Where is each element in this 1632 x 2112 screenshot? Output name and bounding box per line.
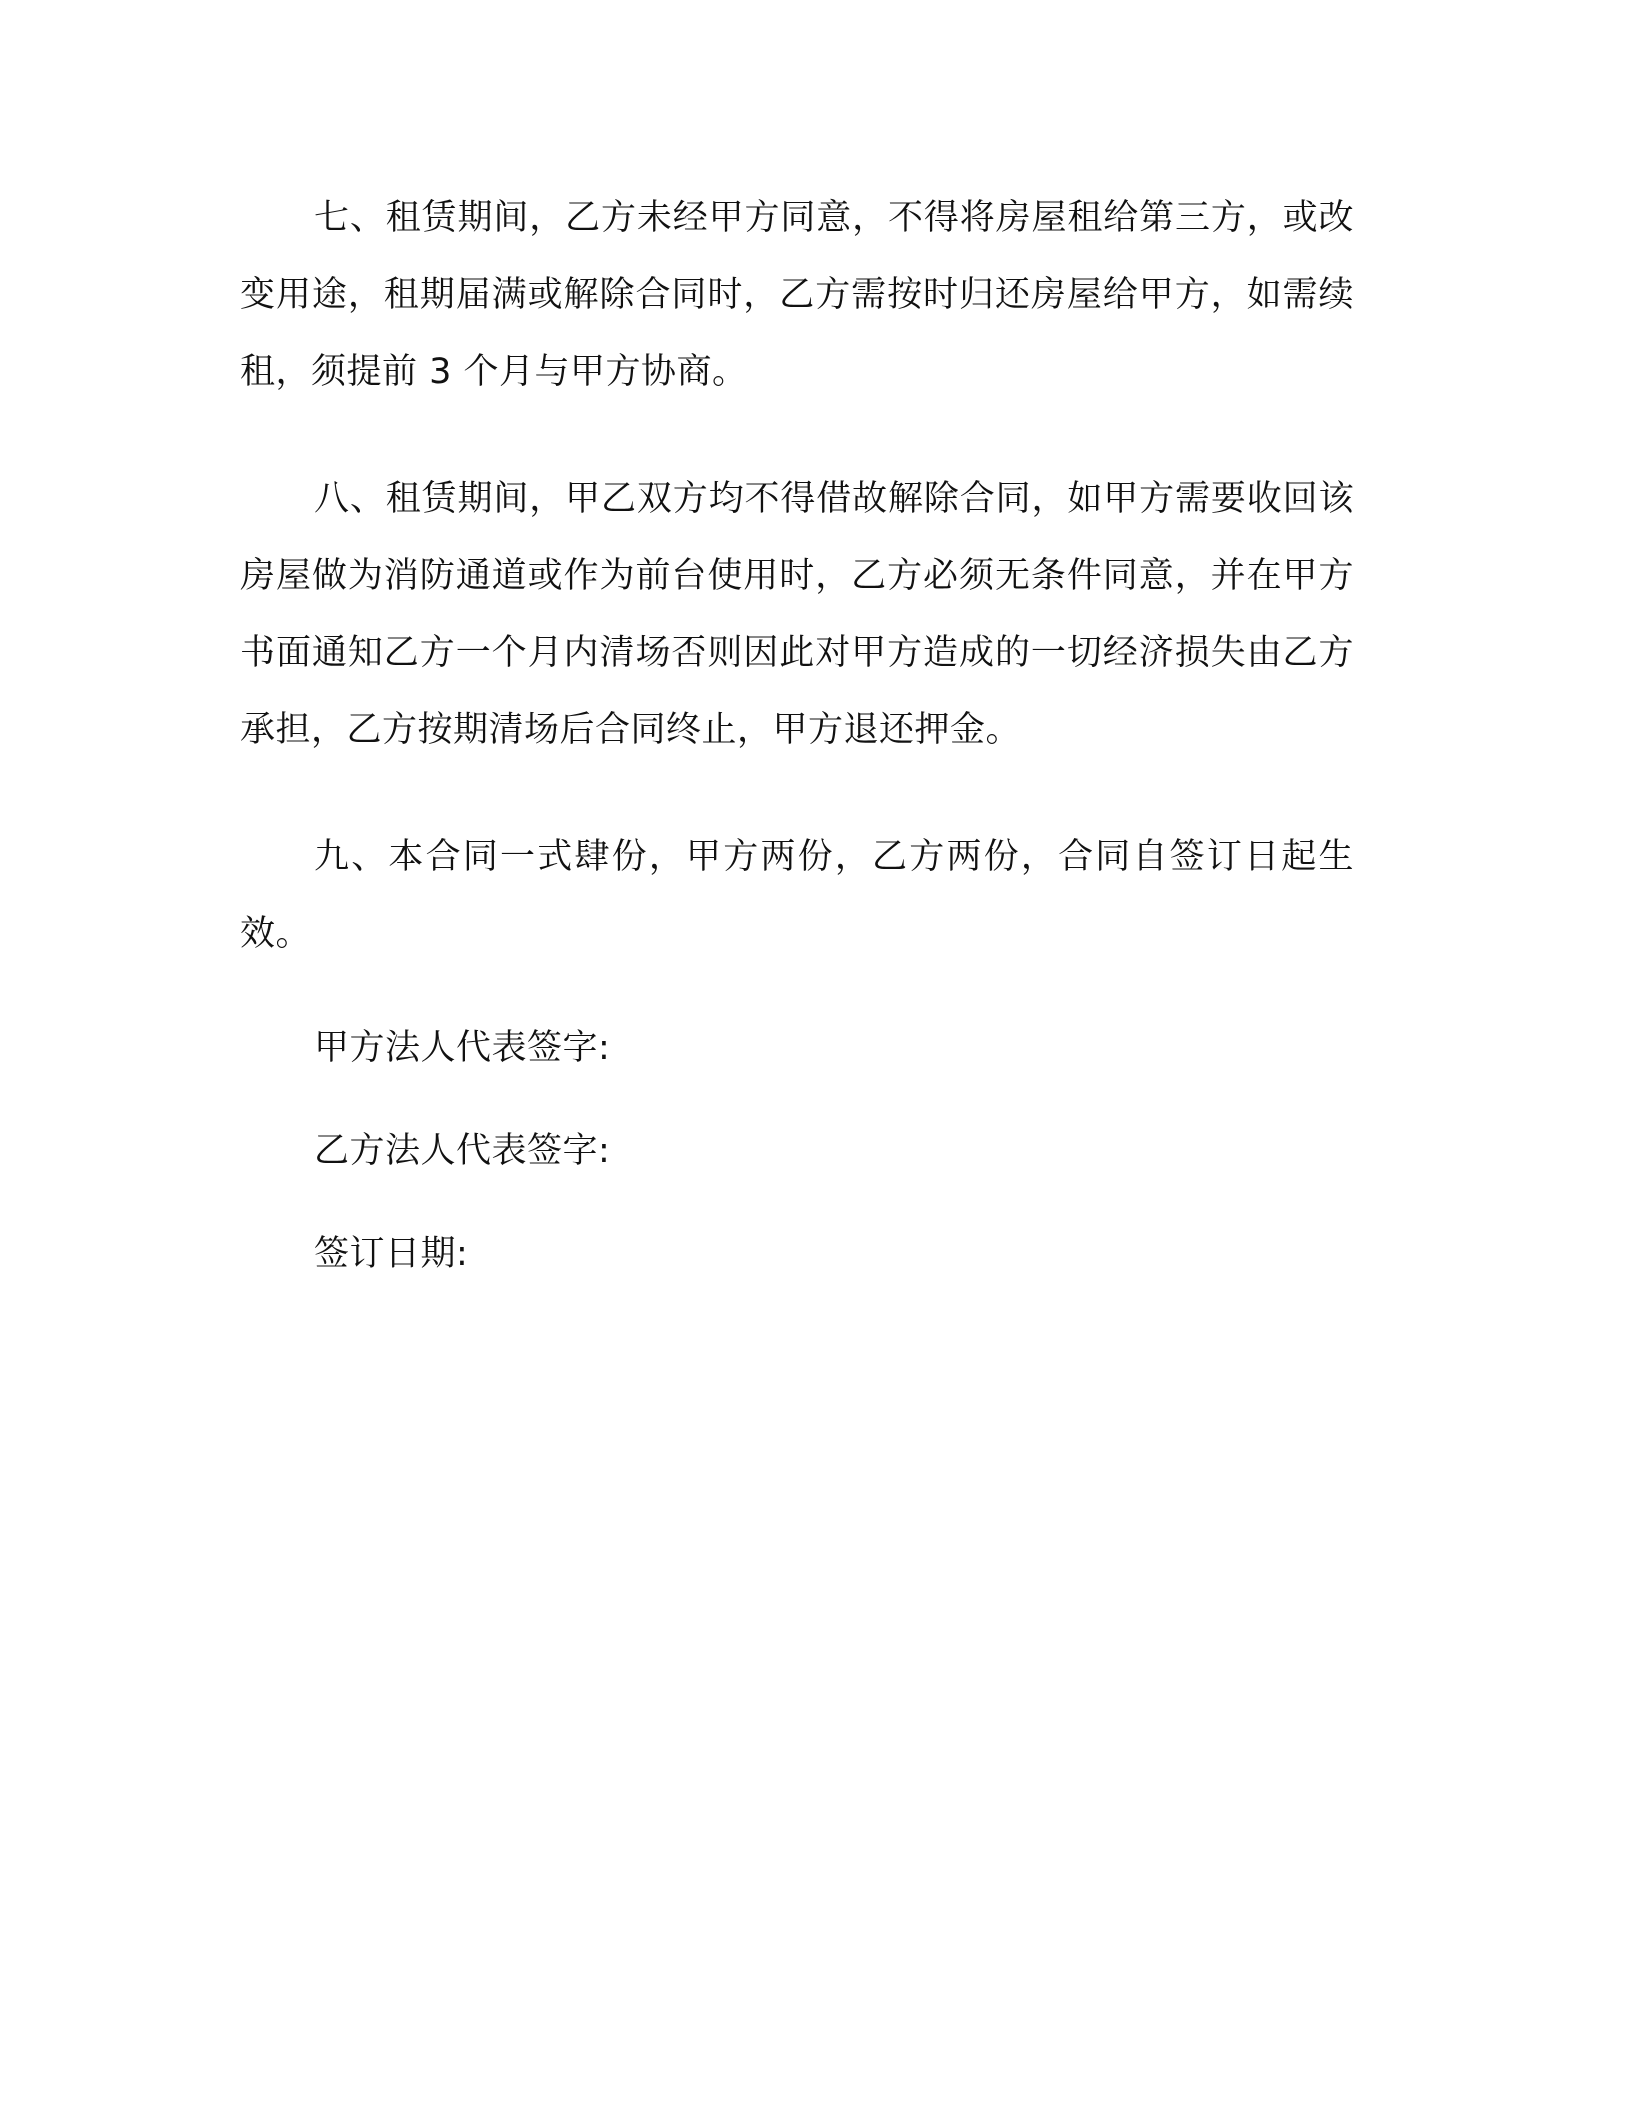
clause-seven: 七、租赁期间，乙方未经甲方同意，不得将房屋租给第三方，或改变用途，租期届满或解除合同时，乙方需按时归还房屋给甲方，如需续租，须提前 3 个月与甲方协商。 [240, 198, 1354, 392]
party-a-signature-label: 甲方法人代表签字: [314, 1028, 611, 1068]
signing-date-label: 签订日期: [314, 1234, 469, 1274]
clause-eight: 八、租赁期间，甲乙双方均不得借故解除合同，如甲方需要收回该房屋做为消防通道或作为前台使用时，乙方必须无条件同意，并在甲方书面通知乙方一个月内清场否则因此对甲方造成的一切经济损失由乙方承担，乙方按期清场后合同终止，甲方退还押金。 [240, 479, 1354, 750]
party-b-signature-label: 乙方法人代表签字: [314, 1131, 611, 1171]
clause-nine: 九、本合同一式肆份，甲方两份，乙方两份，合同自签订日起生效。 [240, 837, 1354, 954]
contract-body [240, 180, 1354, 1332]
